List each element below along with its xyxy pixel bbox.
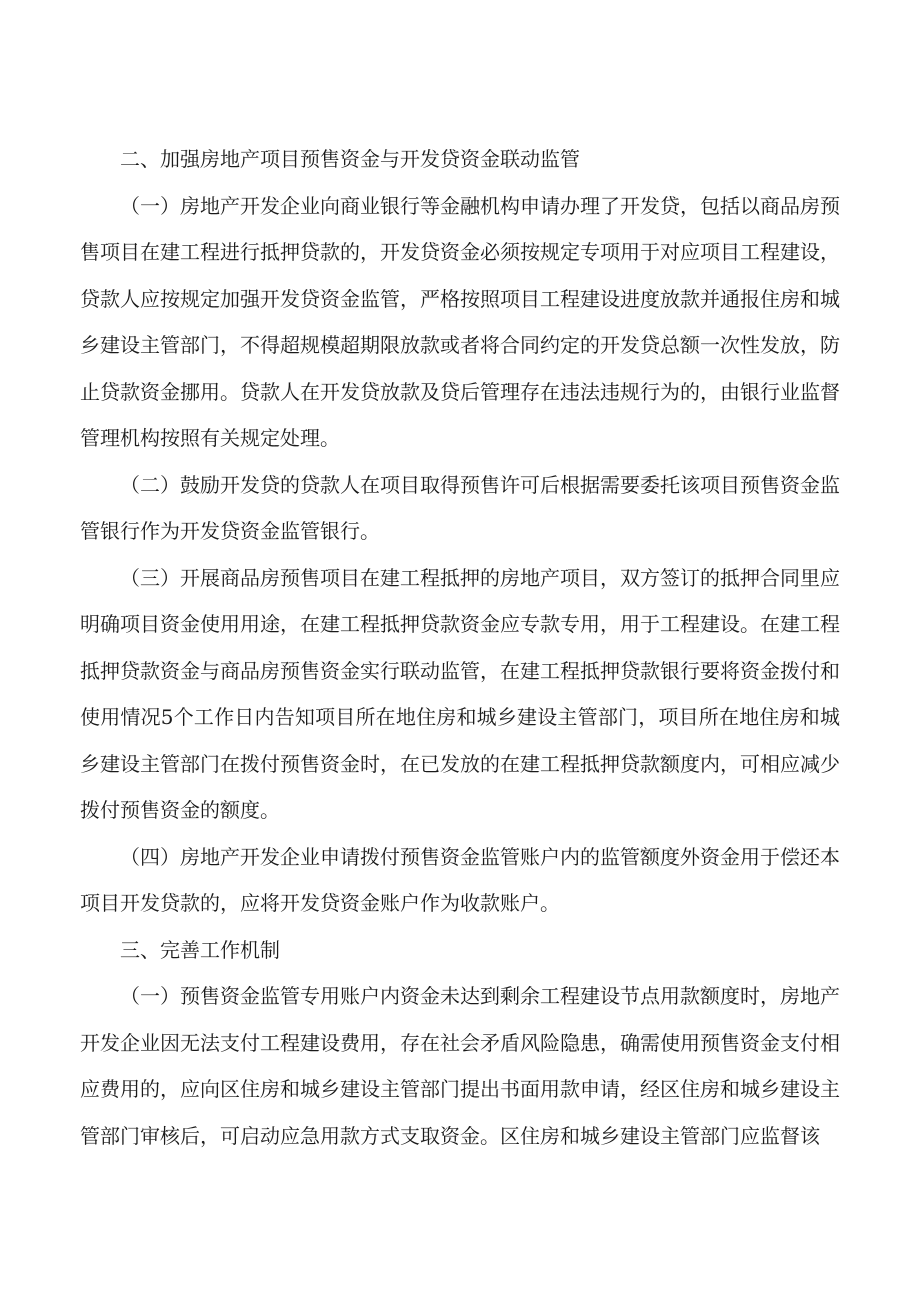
paragraph-2-4: （四）房地产开发企业申请拨付预售资金监管账户内的监管额度外资金用于偿还本项目开发贷款的，应将开发贷资金账户作为收款账户。 [80,844,840,915]
section-heading-3: 三、完善工作机制 [120,937,280,962]
paragraph-3-1: （一）预售资金监管专用账户内资金未达到剩余工程建设节点用款额度时，房地产开发企业因无法支付工程建设费用，存在社会矛盾风险隐患，确需使用预售资金支付相应费用的，应向区住房和城乡建设主管部门提出书面用款申请，经区住房和城乡建设主管部门审核后，可启动应急用款方式支取资金。区住房和城乡建设主管部门应监督该 [80,984,840,1148]
paragraph-2-3: （三）开展商品房预售项目在建工程抵押的房地产项目，双方签订的抵押合同里应明确项目资金使用用途，在建工程抵押贷款资金应专款专用，用于工程建设。在建工程抵押贷款资金与商品房预售资金实行联动监管，在建工程抵押贷款银行要将资金拨付和使用情况5个工作日内告知项目所在地住房和城乡建设主管部门，项目所在地住房和城乡建设主管部门在拨付预售资金时，在已发放的在建工程抵押贷款额度内，可相应减少拨付预售资金的额度。 [80,565,840,822]
document-body [80,136,840,1159]
paragraph-2-2: （二）鼓励开发贷的贷款人在项目取得预售许可后根据需要委托该项目预售资金监管银行作为开发贷资金监管银行。 [80,472,840,543]
section-heading-2: 二、加强房地产项目预售资金与开发贷资金联动监管 [120,147,580,171]
paragraph-2-1: （一）房地产开发企业向商业银行等金融机构申请办理了开发贷，包括以商品房预售项目在建工程进行抵押贷款的，开发贷资金必须按规定专项用于对应项目工程建设，贷款人应按规定加强开发贷资金监管，严格按照项目工程建设进度放款并通报住房和城乡建设主管部门，不得超规模超期限放款或者将合同约定的开发贷总额一次性发放，防止贷款资金挪用。贷款人在开发贷放款及贷后管理存在违法违规行为的，由银行业监督管理机构按照有关规定处理。 [80,193,840,450]
